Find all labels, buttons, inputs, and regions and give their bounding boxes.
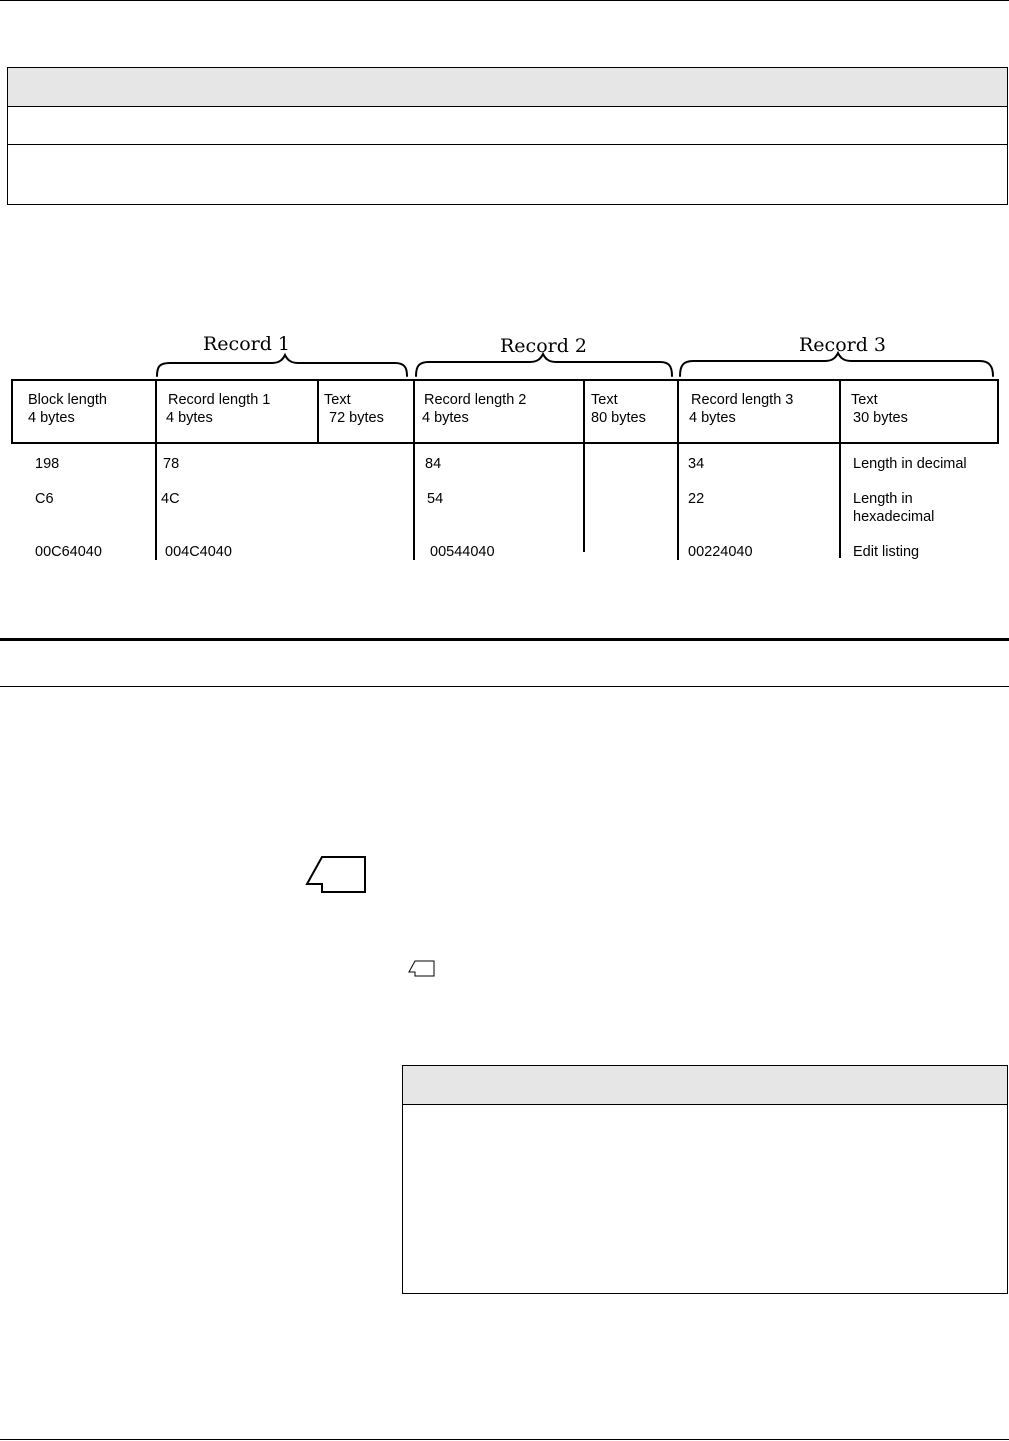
record-braces [0, 0, 1009, 400]
bottom-table [402, 1065, 1008, 1294]
block-length-hex: C6 [35, 491, 54, 507]
field-record-length-1: Record length 1 4 bytes [166, 392, 271, 426]
bottom-rule [0, 1439, 1009, 1440]
record-2-length-hex: 54 [427, 491, 444, 507]
row-label-decimal: Length in decimal [853, 456, 967, 472]
bottom-table-header [403, 1066, 1007, 1105]
record-2-title: Record 2 [500, 335, 588, 357]
block-length-decimal: 198 [35, 456, 60, 472]
field-text-2: Text 80 bytes [591, 392, 646, 426]
column-line [583, 444, 585, 552]
record-2-length-decimal: 84 [425, 456, 442, 472]
record-3-length-decimal: 34 [688, 456, 705, 472]
block-length-edit: 00C64040 [35, 544, 102, 560]
record-1-length-hex: 4C [161, 491, 180, 507]
column-line [155, 444, 157, 560]
field-record-length-3: Record length 3 4 bytes [689, 392, 794, 426]
bar-divider [583, 379, 585, 444]
section-rule-thick [0, 638, 1009, 641]
field-block-length: Block length 4 bytes [28, 392, 107, 426]
bar-divider [839, 379, 841, 444]
record-2-length-edit: 00544040 [430, 544, 495, 560]
row-label-hex: Length in hexadecimal [853, 491, 935, 525]
row-label-edit: Edit listing [853, 544, 920, 560]
record-3-brace [680, 353, 993, 376]
field-text-3: Text 30 bytes [851, 392, 908, 426]
section-rule-thin [0, 686, 1009, 687]
column-line [677, 444, 679, 560]
record-3-length-hex: 22 [688, 491, 705, 507]
record-3-length-edit: 00224040 [688, 544, 753, 560]
bar-divider [413, 379, 415, 444]
field-text-1: Text 72 bytes [324, 392, 384, 426]
record-2-brace [416, 354, 672, 376]
bar-divider [155, 379, 157, 444]
record-1-title: Record 1 [203, 333, 291, 355]
record-1-brace [157, 355, 407, 376]
bar-divider [317, 379, 319, 444]
column-line [413, 444, 415, 560]
record-1-length-decimal: 78 [163, 456, 180, 472]
bar-divider [677, 379, 679, 444]
record-1-length-edit: 004C4040 [165, 544, 232, 560]
column-line [839, 444, 841, 558]
field-record-length-2: Record length 2 4 bytes [422, 392, 527, 426]
record-3-title: Record 3 [799, 334, 887, 356]
small-note-icon [408, 960, 436, 978]
note-icon [304, 855, 368, 895]
